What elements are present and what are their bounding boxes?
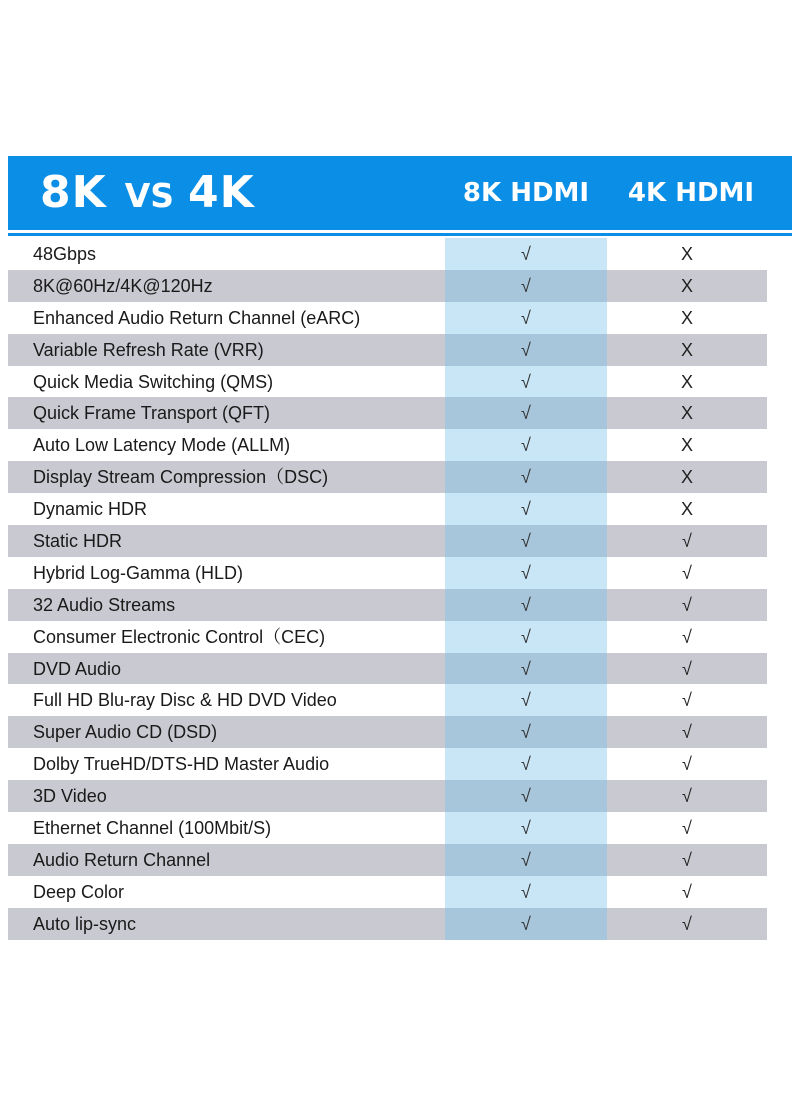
- value-8k-hdmi: √: [445, 716, 607, 748]
- title-4k: 4K: [188, 167, 255, 218]
- table-row: [8, 302, 792, 334]
- feature-label: 48Gbps: [33, 244, 97, 264]
- value-8k-hdmi: √: [445, 525, 607, 557]
- feature-label: Auto lip-sync: [8, 908, 445, 940]
- value-8k-hdmi: √: [445, 589, 607, 621]
- value-8k-hdmi: √: [445, 461, 607, 493]
- value-8k-hdmi: √: [445, 812, 607, 844]
- table-row: [8, 716, 792, 748]
- value-4k-hdmi: X: [680, 307, 693, 328]
- value-4k-hdmi: √: [682, 690, 692, 711]
- value-8k-hdmi: √: [445, 397, 607, 429]
- value-8k-hdmi: √: [445, 270, 607, 302]
- table-row: [8, 812, 792, 844]
- table-row: [8, 748, 792, 780]
- table-row: [8, 397, 792, 429]
- table-row: [8, 270, 792, 302]
- value-8k-hdmi: √: [445, 493, 607, 525]
- feature-label: Audio Return Channel: [8, 844, 445, 876]
- value-8k-hdmi: √: [445, 238, 607, 270]
- feature-label: Consumer Electronic Control（CEC): [33, 626, 326, 647]
- table-row: [8, 366, 792, 398]
- header-underline: [8, 233, 792, 236]
- table-row: [8, 908, 792, 940]
- feature-label: Variable Refresh Rate (VRR): [8, 334, 445, 366]
- feature-label: Super Audio CD (DSD): [8, 716, 445, 748]
- value-8k-hdmi: √: [445, 684, 607, 716]
- comparison-title: [40, 160, 255, 226]
- value-4k-hdmi: X: [680, 244, 693, 264]
- feature-label: Quick Frame Transport (QFT): [8, 397, 445, 429]
- table-row: [8, 238, 792, 270]
- value-4k-hdmi: √: [607, 589, 767, 621]
- value-4k-hdmi: √: [607, 653, 767, 685]
- feature-label: Ethernet Channel (100Mbit/S): [33, 818, 272, 839]
- table-row: [8, 621, 792, 653]
- value-4k-hdmi: X: [607, 270, 767, 302]
- value-4k-hdmi: √: [682, 562, 692, 583]
- value-4k-hdmi: X: [680, 435, 693, 456]
- table-row: [8, 684, 792, 716]
- table-row: [8, 876, 792, 908]
- feature-label: Dolby TrueHD/DTS-HD Master Audio: [33, 754, 330, 775]
- value-8k-hdmi: √: [445, 653, 607, 685]
- value-8k-hdmi: √: [445, 366, 607, 398]
- table-row: [8, 429, 792, 461]
- feature-label: Enhanced Audio Return Channel (eARC): [33, 307, 361, 328]
- value-4k-hdmi: X: [680, 499, 693, 520]
- value-8k-hdmi: √: [445, 334, 607, 366]
- value-8k-hdmi: √: [445, 876, 607, 908]
- table-row: [8, 844, 792, 876]
- value-8k-hdmi: √: [445, 557, 607, 589]
- value-4k-hdmi: X: [680, 371, 693, 392]
- value-8k-hdmi: √: [445, 621, 607, 653]
- value-4k-hdmi: √: [607, 716, 767, 748]
- table-row: [8, 589, 792, 621]
- value-8k-hdmi: √: [445, 302, 607, 334]
- feature-label: DVD Audio: [8, 653, 445, 685]
- feature-label: Auto Low Latency Mode (ALLM): [33, 435, 291, 456]
- value-8k-hdmi: √: [445, 780, 607, 812]
- column-header-8k-hdmi: 8K HDMI: [462, 178, 590, 208]
- feature-label: Static HDR: [8, 525, 445, 557]
- feature-label: 3D Video: [8, 780, 445, 812]
- table-row: [8, 461, 792, 493]
- table-row: [8, 493, 792, 525]
- value-8k-hdmi: √: [445, 748, 607, 780]
- table-row: [8, 334, 792, 366]
- value-4k-hdmi: √: [682, 818, 692, 839]
- value-4k-hdmi: X: [607, 334, 767, 366]
- value-4k-hdmi: √: [682, 626, 692, 647]
- value-4k-hdmi: √: [607, 844, 767, 876]
- value-4k-hdmi: X: [607, 461, 767, 493]
- table-row: [8, 780, 792, 812]
- title-vs: VS: [124, 176, 175, 215]
- feature-label: 8K@60Hz/4K@120Hz: [8, 270, 445, 302]
- value-4k-hdmi: √: [682, 754, 692, 775]
- feature-label: 32 Audio Streams: [8, 589, 445, 621]
- value-8k-hdmi: √: [445, 908, 607, 940]
- feature-label: Full HD Blu-ray Disc & HD DVD Video: [33, 690, 337, 711]
- value-4k-hdmi: X: [607, 397, 767, 429]
- value-8k-hdmi: √: [445, 844, 607, 876]
- table-row: [8, 525, 792, 557]
- feature-label: Quick Media Switching (QMS): [33, 371, 274, 392]
- feature-label: Display Stream Compression（DSC): [8, 461, 445, 493]
- value-4k-hdmi: √: [607, 525, 767, 557]
- comparison-table: [8, 238, 792, 940]
- title-8k: 8K: [40, 167, 107, 218]
- feature-label: Dynamic HDR: [33, 499, 148, 520]
- value-8k-hdmi: √: [445, 429, 607, 461]
- value-4k-hdmi: √: [607, 908, 767, 940]
- feature-label: Hybrid Log-Gamma (HLD): [33, 562, 244, 583]
- feature-label: Deep Color: [33, 881, 125, 902]
- table-row: [8, 557, 792, 589]
- value-4k-hdmi: √: [607, 780, 767, 812]
- table-row: [8, 653, 792, 685]
- value-4k-hdmi: √: [682, 881, 692, 902]
- column-header-4k-hdmi: 4K HDMI: [627, 178, 755, 208]
